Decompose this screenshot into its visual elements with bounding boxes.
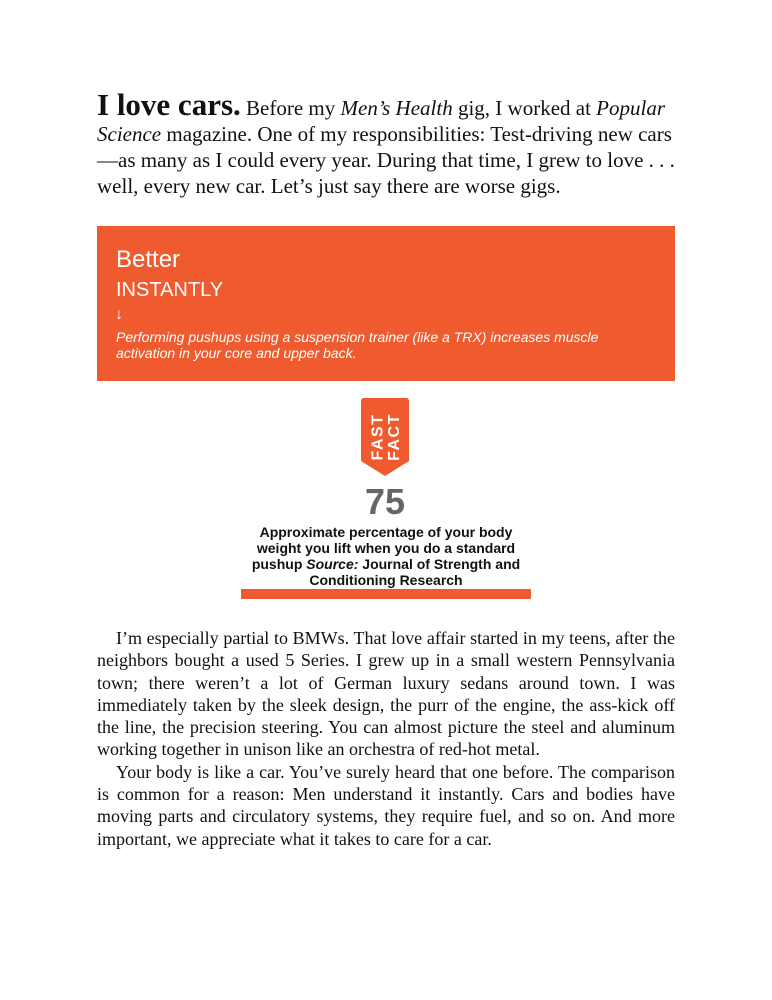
arrow-down-icon: ↓ — [115, 306, 123, 323]
intro-italic-popular-science: Popular Science — [97, 96, 666, 146]
intro-lead: I love cars. — [97, 87, 241, 122]
fast-fact-text-main: Approximate percentage of your body weight you lift when you do a standard pushup — [251, 524, 516, 572]
intro-paragraph — [97, 87, 677, 199]
better-instantly-text: Performing pushups using a suspension trainer (like a TRX) increases muscle activation in your core and upper back. — [116, 329, 599, 361]
body-paragraph-1: I’m especially partial to BMWs. That love affair started in my teens, after the neighbors bought a used 5 Series. I grew up in a small western Pennsylvania town; there weren’t a lot of German luxury sedans around town. I was immediately taken by the sleek design, the purr of the engine, the ass-kick off the line, the precision steering. You can almost picture the steel and aluminum working together in unison like an orchestra of red-hot metal. — [97, 628, 675, 760]
fast-fact-badge-line1: FAST — [369, 413, 387, 461]
intro-italic-mens-health: Men’s Health — [340, 96, 453, 120]
intro-text: magazine. One of my responsibilities: Test-driving new cars—as many as I could every year. During that time, I grew to love . . . well, every new car. Let’s just say there are worse gigs. — [97, 122, 675, 198]
body-text — [97, 627, 675, 850]
better-instantly-subtitle: INSTANTLY — [116, 279, 224, 301]
fast-fact-divider — [241, 589, 531, 599]
better-instantly-box — [97, 226, 675, 381]
fast-fact-badge-icon — [361, 398, 409, 478]
better-instantly-title: Better — [116, 246, 181, 273]
intro-text: Before my — [240, 96, 341, 120]
fast-fact-source-label: Source: — [306, 556, 359, 572]
fast-fact-number: 75 — [364, 481, 406, 522]
fast-fact-source: Journal of Strength and Conditioning Research — [309, 556, 521, 588]
body-paragraph-2: Your body is like a car. You’ve surely heard that one before. The comparison is common for a reason: Men understand it instantly. Cars and bodies have moving parts and circulatory systems, they require fuel, and so on. And more important, we appreciate what it takes to care for a car. — [97, 761, 675, 849]
fast-fact-text — [240, 524, 532, 588]
intro-text: gig, I worked at — [452, 96, 597, 120]
fast-fact-badge-line2: FACT — [386, 413, 403, 461]
